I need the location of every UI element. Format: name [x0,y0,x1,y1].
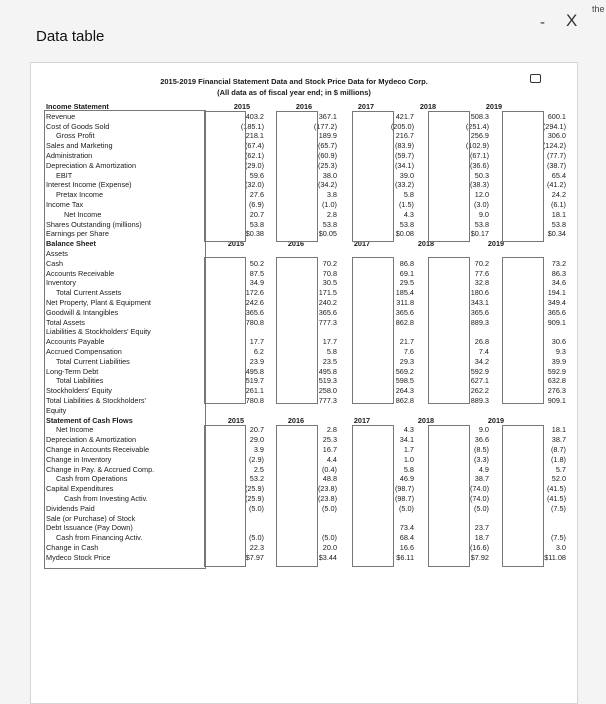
value-cell: 4.9 [478,464,489,474]
value-cell: (33.2) [394,180,414,190]
value-cell: 53.8 [249,219,264,229]
cashflow-column-box [428,425,470,566]
value-cell: (25.3) [317,160,337,170]
value-cell: 23.7 [474,523,489,533]
value-cell: 780.8 [245,396,264,405]
value-cell: 21.7 [399,337,414,347]
value-cell: (34.1) [394,160,414,170]
value-cell: 53.8 [322,219,337,229]
value-cell: 68.4 [399,533,414,543]
value-cell: 218.1 [245,131,264,141]
value-cell: 7.6 [403,347,414,356]
value-cell: 421.7 [395,111,414,121]
value-cell: 5.8 [403,464,414,474]
income-column-box [204,111,246,242]
value-cell: (124.2) [542,141,566,151]
value-cell: (8.7) [550,445,566,454]
value-cell: $0.34 [547,229,566,239]
value-cell: 25.3 [322,435,337,445]
value-cell: 39.9 [551,356,566,366]
value-cell: 24.2 [551,190,566,200]
value-cell: 53.2 [249,474,264,484]
row-label: Accounts Payable [46,337,105,347]
value-cell: (3.0) [473,200,489,209]
value-cell: 23.5 [322,356,337,366]
value-cell: 50.3 [474,170,489,180]
year-header: 2015 [227,239,245,249]
value-cell: $6.11 [396,552,414,562]
value-cell: 30.5 [322,278,337,288]
row-label: Interest Income (Expense) [46,180,132,190]
dialog-title: Data table [36,28,105,45]
value-cell: 73.2 [551,258,566,268]
year-header: 2018 [419,102,437,111]
value-cell: 365.6 [318,307,337,317]
year-header: 2016 [287,239,305,249]
year-header: 2015 [233,102,251,111]
value-cell: 5.8 [326,347,337,356]
row-label: Stockholders' Equity [46,386,112,396]
value-cell: 18.1 [551,425,566,435]
value-cell: 2.8 [326,425,337,435]
value-cell: (294.1) [542,121,566,131]
value-cell: 87.5 [249,268,264,278]
value-cell: 365.6 [470,307,489,317]
value-cell: (7.5) [550,503,566,513]
value-cell: (34.2) [317,180,337,190]
value-cell: 171.5 [318,288,337,298]
value-cell: 46.9 [399,474,414,484]
row-label: Net Property, Plant & Equipment [46,298,151,307]
value-cell: 3.9 [253,445,264,454]
year-header: 2019 [487,415,505,425]
value-cell: 53.8 [551,219,566,229]
row-label: Dividends Paid [46,503,95,513]
value-cell: 30.6 [551,337,566,347]
row-label: Change in Inventory [46,454,112,464]
value-cell: (29.0) [244,160,264,170]
value-cell: 38.7 [551,435,566,445]
value-cell: 77.6 [474,268,489,278]
value-cell: 7.4 [478,347,489,356]
year-header: 2016 [287,415,305,425]
row-label: Revenue [46,111,76,121]
value-cell: 26.8 [474,337,489,347]
value-cell: (65.7) [317,141,337,151]
value-cell: 508.3 [470,111,489,121]
value-cell: 2.8 [326,209,337,219]
cashflow-column-box [204,425,246,566]
balance-sheet-header-label: Balance Sheet [46,239,96,249]
row-label: Inventory [46,278,77,288]
value-cell: 185.4 [395,288,414,298]
income-column-box [352,111,394,242]
value-cell: (62.1) [244,151,264,160]
row-label: Total Current Assets [56,288,122,298]
value-cell: 5.7 [555,464,566,474]
year-header: 2017 [357,102,375,111]
value-cell: 276.3 [547,386,566,396]
value-cell: 29.0 [249,435,264,445]
value-cell: 70.2 [322,258,337,268]
value-cell: 592.9 [547,366,566,376]
value-cell: (98.7) [394,484,414,494]
value-cell: 180.6 [470,288,489,298]
value-cell: (102.9) [465,141,489,151]
value-cell: 519.3 [318,376,337,386]
value-cell: $11.08 [544,552,566,562]
row-label: Long-Term Debt [46,366,99,376]
value-cell: 59.6 [249,170,264,180]
value-cell: 39.0 [399,170,414,180]
row-label: Net Income [64,209,102,219]
row-label: Cost of Goods Sold [46,121,110,131]
value-cell: 34.2 [474,356,489,366]
table-title: 2015-2019 Financial Statement Data and Stock Price Data for Mydeco Corp. [160,77,428,86]
row-label: Cash [46,258,64,268]
value-cell: (251.4) [465,121,489,131]
value-cell: 909.1 [547,317,566,327]
value-cell: (38.3) [469,180,489,190]
value-cell: $0.05 [318,229,337,239]
income-column-box [502,111,544,242]
cashflow-column-box [352,425,394,566]
value-cell: $3.44 [318,552,337,562]
income-statement-label: Income Statement [46,102,109,111]
value-cell: (5.0) [473,503,489,513]
value-cell: (8.5) [473,445,489,454]
income-column-box [276,111,318,242]
value-cell: 32.8 [474,278,489,288]
value-cell: (6.1) [550,200,566,209]
balance-column-box [428,257,470,404]
year-header: 2018 [417,239,435,249]
value-cell: 20.7 [249,209,264,219]
value-cell: 172.6 [245,288,264,298]
value-cell: (59.7) [394,151,414,160]
value-cell: (25.9) [244,494,264,503]
value-cell: (5.0) [248,503,264,513]
value-cell: 569.2 [395,366,414,376]
row-label: Goodwill & Intangibles [46,307,119,317]
year-header: 2019 [487,239,505,249]
value-cell: (185.1) [240,121,264,131]
value-cell: (5.0) [398,503,414,513]
value-cell: 1.7 [403,445,414,454]
value-cell: (3.3) [473,454,489,464]
value-cell: 189.9 [318,131,337,141]
value-cell: 261.1 [245,386,264,396]
value-cell: 27.6 [249,190,264,200]
row-label: Total Liabilities & Stockholders' [46,396,146,405]
value-cell: 343.1 [470,298,489,307]
cashflow-column-box [502,425,544,566]
value-cell: 311.8 [396,298,414,307]
value-cell: 34.9 [249,278,264,288]
value-cell: 264.3 [395,386,414,396]
row-label: Total Current Liabilities [56,356,130,366]
value-cell: 519.7 [245,376,264,386]
value-cell: 29.5 [399,278,414,288]
value-cell: 6.2 [253,347,264,356]
value-cell: 4.3 [403,209,414,219]
value-cell: 627.1 [470,376,489,386]
label-column-box [44,110,206,569]
value-cell: 598.5 [395,376,414,386]
row-label: Total Assets [46,317,85,327]
value-cell: 53.8 [474,219,489,229]
value-cell: 3.0 [555,543,566,552]
value-cell: 242.6 [245,298,264,307]
value-cell: 18.1 [551,209,566,219]
year-header: 2019 [485,102,503,111]
value-cell: 365.6 [245,307,264,317]
value-cell: 69.1 [399,268,414,278]
row-label: Total Liabilities [56,376,104,386]
value-cell: 367.1 [318,111,337,121]
value-cell: (83.9) [394,141,414,151]
value-cell: 36.6 [474,435,489,445]
value-cell: 258.0 [318,386,337,396]
value-cell: (67.4) [244,141,264,151]
value-cell: 909.1 [547,396,566,405]
value-cell: 262.2 [470,386,489,396]
value-cell: 17.7 [249,337,264,347]
value-cell: 20.7 [249,425,264,435]
value-cell: (41.2) [546,180,566,190]
balance-column-box [352,257,394,404]
assets-label-text: Assets [46,249,68,258]
value-cell: 53.8 [399,219,414,229]
value-cell: (41.5) [546,484,566,494]
value-cell: (77.7) [546,151,566,160]
row-label: EBIT [56,170,73,180]
row-label: Change in Accounts Receivable [46,445,150,454]
row-label: Change in Cash [46,543,99,552]
row-label: Sale (or Purchase) of Stock [46,513,136,523]
row-label: Mydeco Stock Price [46,552,111,562]
year-header: 2016 [295,102,313,111]
value-cell: 48.8 [322,474,337,484]
value-cell: 50.2 [249,258,264,268]
value-cell: 2.5 [253,464,264,474]
value-cell: (5.0) [321,533,337,543]
row-label: Pretax Income [56,190,104,200]
value-cell: (6.9) [248,200,264,209]
value-cell: (5.0) [321,503,337,513]
balance-column-box [204,257,246,404]
value-cell: $7.97 [245,552,264,562]
value-cell: 29.3 [399,356,414,366]
value-cell: (5.0) [248,533,264,543]
value-cell: (74.0) [469,494,489,503]
value-cell: (25.9) [244,484,264,494]
row-label: Cash from Operations [56,474,128,484]
cash-flows-header-label: Statement of Cash Flows [46,415,133,425]
value-cell: (74.0) [469,484,489,494]
row-label: Accounts Receivable [46,268,115,278]
value-cell: 862.8 [395,396,414,405]
value-cell: 52.0 [551,474,566,484]
value-cell: (1.5) [398,200,414,209]
value-cell: 17.7 [322,337,337,347]
value-cell: 632.8 [547,376,566,386]
value-cell: 38.0 [322,170,337,180]
cashflow-column-box [276,425,318,566]
row-label: Debt Issuance (Pay Down) [46,523,133,533]
row-label: Depreciation & Amortization [46,435,137,445]
table-subtitle: (All data as of fiscal year end; in $ millions) [217,88,371,97]
value-cell: (67.1) [469,151,489,160]
value-cell: 889.3 [470,396,489,405]
row-label: Liabilities & Stockholders' Equity [46,327,151,337]
value-cell: 495.8 [318,366,337,376]
value-cell: 16.7 [322,445,337,454]
value-cell: 365.6 [547,307,566,317]
row-label: Equity [46,405,67,415]
value-cell: 5.8 [403,190,414,200]
value-cell: 777.3 [318,396,337,405]
balance-column-box [276,257,318,404]
value-cell: (32.0) [244,180,264,190]
row-label: Income Tax [46,200,84,209]
value-cell: (41.5) [546,494,566,503]
value-cell: (1.0) [321,200,337,209]
value-cell: 34.6 [551,278,566,288]
row-label: Gross Profit [56,131,95,141]
year-header: 2018 [417,415,435,425]
value-cell: (205.0) [390,121,414,131]
side-text: the [592,4,605,14]
value-cell: 349.4 [547,298,566,307]
value-cell: 240.2 [318,298,337,307]
row-label: Accrued Compensation [46,347,122,356]
row-label: Change in Pay. & Accrued Comp. [46,464,155,474]
income-column-box [428,111,470,242]
value-cell: (2.9) [248,454,264,464]
value-cell: $0.17 [470,229,489,239]
value-cell: 889.3 [470,317,489,327]
value-cell: 9.3 [555,347,566,356]
value-cell: (7.5) [550,533,566,543]
row-label: Cash from Financing Activ. [56,533,143,543]
value-cell: 194.1 [547,288,566,298]
value-cell: (23.8) [317,484,337,494]
value-cell: 86.3 [551,268,566,278]
value-cell: 306.0 [547,131,566,141]
row-label: Depreciation & Amortization [46,160,137,170]
minimize-button[interactable]: - [540,14,545,31]
year-header: 2015 [227,415,245,425]
value-cell: 256.9 [470,131,489,141]
value-cell: (0.4) [321,464,337,474]
value-cell: 70.8 [322,268,337,278]
value-cell: (38.7) [546,160,566,170]
row-label: Earnings per Share [46,229,109,239]
value-cell: 4.4 [326,454,337,464]
value-cell: $0.08 [395,229,414,239]
value-cell: 365.6 [395,307,414,317]
value-cell: (23.8) [317,494,337,503]
value-cell: 4.3 [403,425,414,435]
value-cell: 38.7 [474,474,489,484]
row-label: Cash from Investing Activ. [64,494,148,503]
value-cell: 20.0 [322,543,337,552]
year-header: 2017 [353,415,371,425]
row-label: Administration [46,151,93,160]
value-cell: 18.7 [474,533,489,543]
row-label: Net Income [56,425,94,435]
value-cell: 216.7 [395,131,414,141]
close-button[interactable]: X [566,11,578,30]
value-cell: 403.2 [245,111,264,121]
value-cell: 592.9 [470,366,489,376]
value-cell: $0.38 [245,229,264,239]
value-cell: 495.8 [245,366,264,376]
value-cell: 780.8 [245,317,264,327]
value-cell: (16.6) [469,543,489,552]
value-cell: 9.0 [478,425,489,435]
row-label: Sales and Marketing [46,141,113,151]
value-cell: 1.0 [403,454,414,464]
value-cell: (1.8) [550,454,566,464]
value-cell: 862.8 [395,317,414,327]
year-header: 2017 [353,239,371,249]
value-cell: 9.0 [478,209,489,219]
value-cell: (98.7) [394,494,414,503]
value-cell: (60.9) [317,151,337,160]
value-cell: 777.3 [318,317,337,327]
value-cell: 73.4 [399,523,414,533]
value-cell: 86.8 [399,258,414,268]
row-label: Shares Outstanding (millions) [46,219,142,229]
value-cell: 23.9 [249,356,264,366]
value-cell: 22.3 [249,543,264,552]
value-cell: 3.8 [326,190,337,200]
value-cell: 34.1 [399,435,414,445]
value-cell: 65.4 [551,170,566,180]
value-cell: (36.6) [469,160,489,170]
balance-column-box [502,257,544,404]
row-label: Capital Expenditures [46,484,114,494]
value-cell: 600.1 [547,111,566,121]
value-cell: 16.6 [399,543,414,552]
value-cell: 12.0 [474,190,489,200]
value-cell: 70.2 [474,258,489,268]
value-cell: $7.92 [470,552,489,562]
value-cell: (177.2) [313,121,337,131]
